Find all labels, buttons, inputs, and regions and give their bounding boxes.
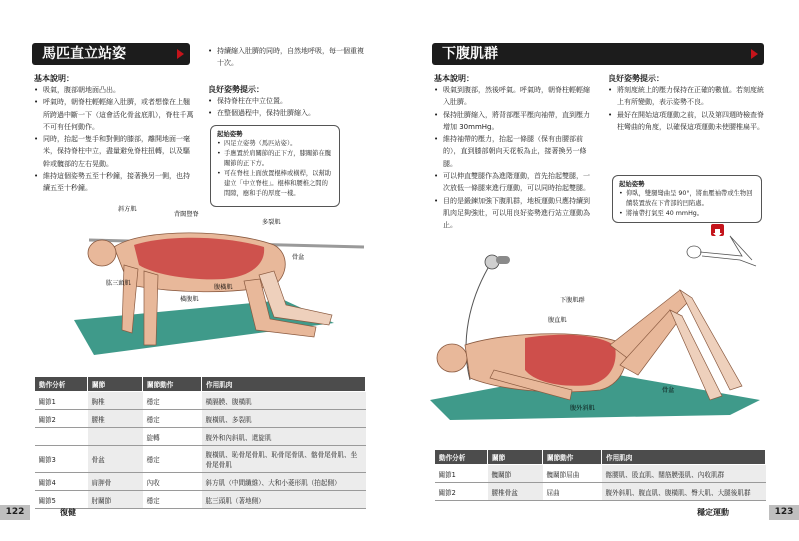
table-cell: 肘關節 — [88, 491, 143, 509]
right-analysis-table — [434, 449, 766, 501]
table-row — [435, 483, 766, 501]
note-item: • 將袖帶打氣至 40 mmHg。 — [619, 209, 756, 219]
table-cell: 關節2 — [435, 483, 488, 501]
abdominal-muscles — [525, 335, 616, 386]
table-cell: 關節1 — [35, 392, 88, 410]
right-page-number: 123 — [769, 505, 799, 520]
head — [437, 344, 467, 372]
right-start-position-note — [612, 175, 762, 223]
left-title-text: 馬匹直立站姿 — [42, 46, 126, 62]
note-item: • 手應置於肩關節的正下方，膝關節在髖關節的正下方。 — [217, 149, 334, 169]
table-cell: 骨盆 — [88, 446, 143, 473]
list-item: • 目的是鍛鍊加強下腹肌群，地板運動只應持續到肌肉足夠強壯，可以用良好姿勢進行站立運動為止。 — [434, 195, 596, 232]
table-row — [35, 446, 366, 473]
table-cell: 腰椎骨盆 — [488, 483, 543, 501]
left-good-list — [208, 95, 368, 120]
table-header: 關節 — [488, 450, 543, 465]
list-item: • 吸氣，腹部朝地面凸出。 — [34, 84, 194, 96]
note-item: • 可在脊柱上面放置棍棒或橫桿，以幫助建立「中立脊柱」。棍棒和腰椎之間的間隙，應和手的厚度一樣。 — [217, 169, 334, 199]
table-row — [35, 491, 366, 509]
table-row — [435, 465, 766, 483]
table-cell: 腰椎 — [88, 410, 143, 428]
pressure-bulb — [496, 256, 510, 264]
table-cell: 肩胛骨 — [88, 473, 143, 491]
right-basic-heading: 基本說明： — [434, 74, 474, 83]
list-item: • 將刻度統上的壓力保持在正確的數值。若刻度統上有所變動，表示姿勢不良。 — [608, 84, 766, 109]
table-header: 作用肌肉 — [202, 377, 366, 392]
table-cell: 腹外斜肌、腹直肌、腹橫肌、臀大肌、大腿後肌群 — [602, 483, 766, 501]
title-arrow-icon — [177, 49, 184, 59]
table-header-row — [35, 377, 366, 392]
right-basic-section — [434, 73, 596, 232]
note-title: 起始姿勢 — [619, 180, 645, 188]
left-col2-section — [208, 45, 368, 119]
table-cell: 髂腰肌、股直肌、闊筋膜張肌、內收肌群 — [602, 465, 766, 483]
right-footer: 穩定運動 — [697, 508, 729, 517]
list-item: • 保持肚臍縮入，將背部壓平壓向袖帶，直到壓力增加 30mmHg。 — [434, 109, 596, 134]
right-good-list — [608, 84, 766, 133]
table-cell: 髖關節屈曲 — [543, 465, 602, 483]
arm — [144, 271, 158, 345]
list-item: • 維持袖帶的壓力，抬起一條腿（保有由腰部前的），直到膝部朝向天花板為止，接著換另一條腿。 — [434, 133, 596, 170]
right-good-heading: 良好姿勢提示： — [608, 74, 664, 83]
table-cell: 腹外和內斜肌、還旋肌 — [202, 428, 366, 446]
table-header: 動作分析 — [435, 450, 488, 465]
left-start-position-note — [210, 125, 340, 207]
table-cell: 關節3 — [35, 446, 88, 473]
list-item: • 持續縮入肚臍的同時，自然地呼吸，每一個重複十次。 — [208, 45, 368, 70]
list-item: • 呼氣時，朝脊柱輕輕縮入肚臍，或者想像在上翹所跨過中斷一下（這會活化骨盆底肌），脊柱千萬不可有任何動作。 — [34, 96, 194, 133]
label-triceps: 肱三頭肌 — [106, 280, 131, 287]
table-header-row — [435, 450, 766, 465]
table-cell: 關節2 — [35, 410, 88, 428]
right-anatomy-illustration — [430, 250, 770, 440]
table-header: 關節 — [88, 377, 143, 392]
table-header: 動作分析 — [35, 377, 88, 392]
table-cell: 穩定 — [143, 410, 202, 428]
table-row — [35, 410, 366, 428]
list-item: • 同時，抬起一隻手和對側的膝部，離開地面一毫米，保持脊柱中立，盡量避免脊柱扭轉，以及驅幹或髖部的左右晃動。 — [34, 133, 194, 170]
table-cell: 腹橫肌、多裂肌 — [202, 410, 366, 428]
left-basic-list — [34, 84, 194, 195]
table-header: 關節動作 — [143, 377, 202, 392]
label-erector: 背闊豎脊 — [174, 211, 199, 218]
left-footer: 復健 — [60, 508, 76, 517]
label-pelvis: 骨盆 — [662, 387, 675, 394]
table-cell: 旋轉 — [143, 428, 202, 446]
title-arrow-icon — [751, 49, 758, 59]
table-row — [35, 428, 366, 446]
table-cell: 穩定 — [143, 392, 202, 410]
label-pelvis: 骨盆 — [292, 254, 305, 261]
left-good-heading: 良好姿勢提示： — [208, 84, 264, 94]
table-cell: 內收 — [143, 473, 202, 491]
list-item: • 保持脊柱在中立位置。 — [208, 95, 368, 107]
label-oblique: 斜方肌 — [118, 206, 137, 213]
list-item: • 可以伸直雙腿作為進階運動，首先抬起雙腿，一次放低一條腿來進行運動，可以同時抬起雙腿。 — [434, 170, 596, 195]
label-multifidus: 多裂肌 — [262, 219, 281, 226]
note-item: • 仰臥，雙腿彎曲呈 90°，將血壓袖帶或生物回饋裝置放在下背部的凹陷處。 — [619, 189, 756, 209]
list-item: • 吸氣到腹部，然後呼氣。呼氣時，朝脊柱輕輕縮入肚臍。 — [434, 84, 596, 109]
left-col2-list — [208, 45, 368, 70]
label-transverse: 橫腹肌 — [180, 296, 199, 303]
left-page-number: 122 — [0, 505, 30, 520]
left-basic-heading: 基本說明： — [34, 74, 74, 83]
table-cell: 斜方肌（中間纖維）、大和小菱形肌（拍起側） — [202, 473, 366, 491]
left-page-title — [32, 43, 190, 65]
note-item: • 四足立姿勢（馬匹站姿）。 — [217, 139, 334, 149]
table-cell: 穩定 — [143, 446, 202, 473]
table-cell: 腹橫肌、恥骨尾骨肌、恥骨尾骨肌、髂骨尾骨肌、坐骨尾骨肌 — [202, 446, 366, 473]
table-cell — [35, 428, 88, 446]
table-cell: 肱三頭肌（著地側） — [202, 491, 366, 509]
right-good-section — [608, 73, 766, 133]
label-lower-abs: 下腹肌群 — [560, 297, 585, 304]
head — [88, 240, 116, 266]
note-title: 起始姿勢 — [217, 130, 243, 138]
list-item: • 維持這個姿勢五至十秒鐘，接著換另一側，也持續五至十秒鐘。 — [34, 170, 194, 195]
table-header: 關節動作 — [543, 450, 602, 465]
left-analysis-table — [34, 376, 366, 509]
left-basic-section — [34, 73, 194, 195]
left-anatomy-illustration — [34, 205, 368, 370]
table-row — [35, 473, 366, 491]
right-basic-list — [434, 84, 596, 232]
table-cell: 胸椎 — [88, 392, 143, 410]
label-rectus: 腹直肌 — [548, 317, 567, 324]
table-header: 作用肌肉 — [602, 450, 766, 465]
right-title-text: 下腹肌群 — [442, 46, 498, 62]
label-oblique: 腹外斜肌 — [570, 405, 595, 412]
list-item: • 最好在開始這項運動之前，以及第四週時檢查脊柱彎曲的角度，以確保這項運動未使腰椎扁平。 — [608, 109, 766, 134]
table-cell: 屈曲 — [543, 483, 602, 501]
list-item: • 在整個過程中，保持肚臍縮入。 — [208, 107, 368, 119]
table-row — [35, 392, 366, 410]
table-cell: 關節1 — [435, 465, 488, 483]
table-cell: 橫膈膜、腹橫肌 — [202, 392, 366, 410]
table-cell — [88, 428, 143, 446]
table-cell: 關節5 — [35, 491, 88, 509]
table-cell: 穩定 — [143, 491, 202, 509]
table-cell: 髖關節 — [488, 465, 543, 483]
right-page-title — [432, 43, 764, 65]
table-cell: 關節4 — [35, 473, 88, 491]
label-rectus: 腹橫肌 — [214, 284, 233, 291]
